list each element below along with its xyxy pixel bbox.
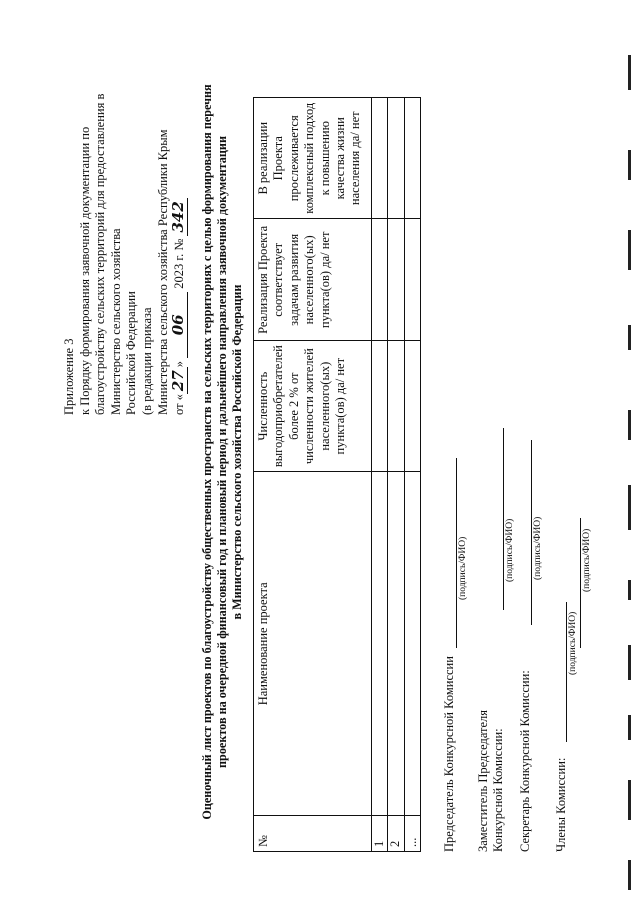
handwritten-month: 06 xyxy=(171,292,188,358)
table-cell xyxy=(404,341,420,472)
handwritten-order-number: 342 xyxy=(171,198,188,235)
date-prefix: от « xyxy=(172,394,187,415)
appendix-line: Министерство сельского хозяйства xyxy=(108,228,123,415)
row-number: ... xyxy=(404,816,420,852)
table-cell xyxy=(372,472,388,816)
table-row xyxy=(372,98,388,852)
appendix-line: Министерства сельского хозяйства Республики Крым xyxy=(155,129,170,415)
header-number: № xyxy=(254,816,372,852)
appendix-block xyxy=(62,15,188,415)
table-cell xyxy=(404,98,420,219)
table-cell xyxy=(388,98,404,219)
appendix-line: благоустройству сельских территорий для предоставления в xyxy=(93,93,108,415)
chairman-signature-caption: (подпись/ФИО) xyxy=(458,536,468,600)
title-line: Оценочный лист проектов по благоустройству общественных пространств на сельских территориях с целью формирования перечня xyxy=(200,84,214,820)
order-date-line xyxy=(171,15,188,415)
table-cell xyxy=(404,219,420,341)
evaluation-table xyxy=(253,97,421,852)
scan-edge-marks xyxy=(628,0,631,910)
handwritten-day: 27 xyxy=(171,367,188,394)
table-cell xyxy=(404,472,420,816)
chairman-signature-line xyxy=(456,458,457,648)
row-number: 2 xyxy=(388,816,404,852)
members-signature-line-2 xyxy=(580,518,581,648)
table-row xyxy=(388,98,404,852)
header-complex-approach: В реализации Проекта прослеживается комплексный подход к повышению качества жизни населения да/ нет xyxy=(254,98,372,219)
members-label: Члены Комиссии: xyxy=(554,757,568,852)
date-year: 2023 г. № xyxy=(172,238,187,289)
appendix-line: Российской Федерации xyxy=(124,291,139,415)
date-mid: » xyxy=(172,360,187,368)
appendix-line: Приложение 3 xyxy=(62,338,76,415)
secretary-label: Секретарь Конкурсной Комиссии: xyxy=(518,670,532,852)
deputy-signature-line xyxy=(503,428,504,610)
document-title xyxy=(200,2,244,902)
appendix-line: к Порядку формирования заявочной документации по xyxy=(77,126,92,415)
table-cell xyxy=(372,219,388,341)
deputy-signature-caption: (подпись/ФИО) xyxy=(505,518,515,582)
appendix-line: (в редакции приказа xyxy=(139,307,154,415)
secretary-signature-line xyxy=(531,440,532,625)
header-development-goals: Реализация Проекта соответствует задачам развития населенного(ых) пункта(ов) да/ нет xyxy=(254,219,372,341)
table-row xyxy=(404,98,420,852)
title-line: в Министерство сельского хозяйства Российской Федерации xyxy=(229,284,244,620)
table-cell xyxy=(372,98,388,219)
header-project-name: Наименование проекта xyxy=(254,472,372,816)
table-cell xyxy=(388,472,404,816)
secretary-signature-caption: (подпись/ФИО) xyxy=(533,516,543,580)
row-number: 1 xyxy=(372,816,388,852)
members-signature-line-1 xyxy=(566,602,567,742)
members-signature-caption-1: (подпись/ФИО) xyxy=(568,611,578,675)
header-beneficiaries: Численность выгодоприобретателей более 2 % от численности жителей населенного(ых) пункта(ов) да/ нет xyxy=(254,341,372,472)
members-signature-caption-2: (подпись/ФИО) xyxy=(582,528,592,592)
deputy-label-line1: Заместитель Председателя xyxy=(476,709,490,852)
table-cell xyxy=(388,341,404,472)
chairman-label: Председатель Конкурсной Комиссии xyxy=(442,656,456,852)
title-line: проектов на очередной финансовый год и плановый период и дальнейшего направления заявочной документации xyxy=(214,136,229,768)
table-header-row xyxy=(254,98,372,852)
deputy-label-line2: Конкурсной Комиссии: xyxy=(491,728,505,852)
table-cell xyxy=(388,219,404,341)
table-cell xyxy=(372,341,388,472)
